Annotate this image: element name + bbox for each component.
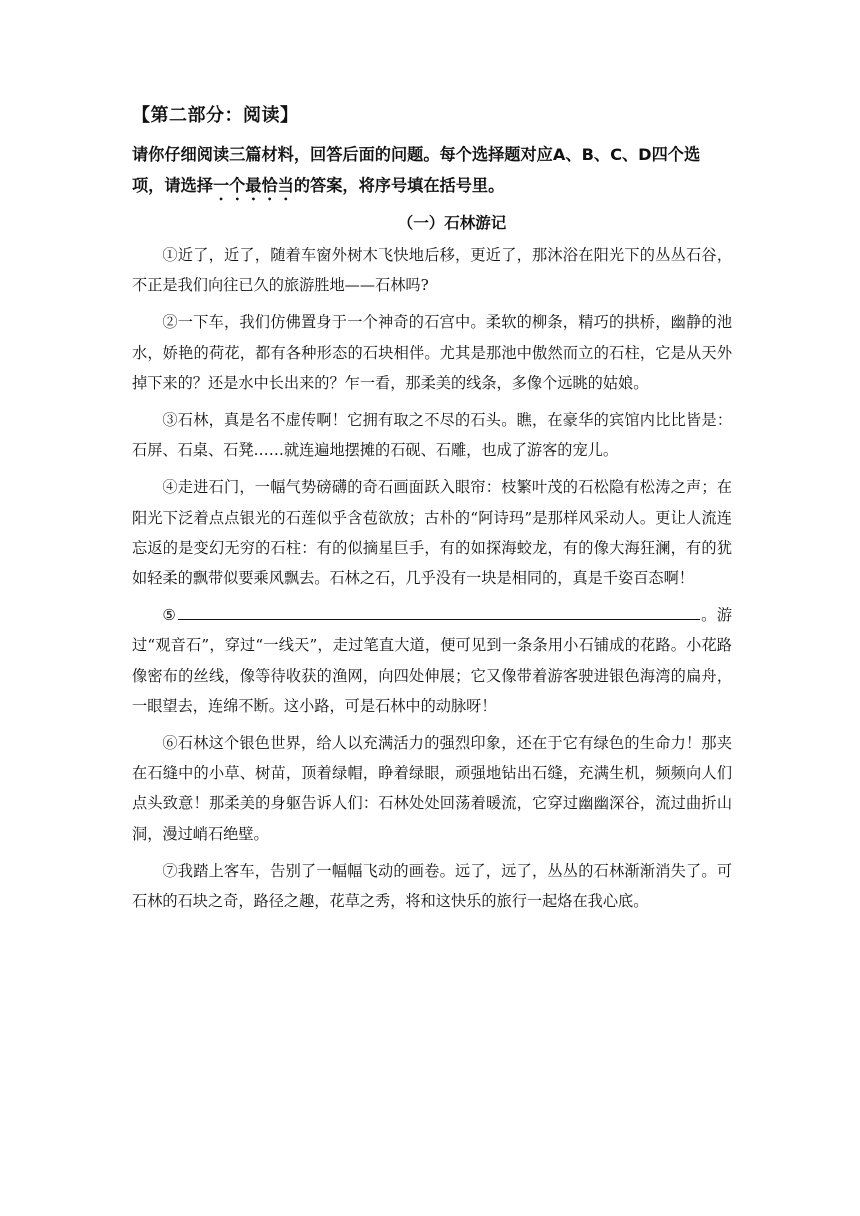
paragraph-5-number: ⑤ bbox=[162, 606, 177, 625]
instructions-text-end: 的答案，将序号填在括号里。 bbox=[293, 176, 505, 195]
fill-in-blank-line[interactable] bbox=[178, 601, 700, 620]
paragraph-2: ②一下车，我们仿佛置身于一个神奇的石宫中。柔软的柳条，精巧的拱桥，幽静的池水，娇艳的荷花，都有各种形态的石块相伴。尤其是那池中傲然而立的石柱，它是从天外掉下来的？还是水中长出来的？乍一看，那柔美的线条，多像个远眺的姑娘。 bbox=[132, 313, 732, 392]
paragraph-3: ③石林，真是名不虚传啊！它拥有取之不尽的石头。瞧，在豪华的宾馆内比比皆是：石屏、石桌、石凳……就连遍地摆摊的石砚、石雕，也成了游客的宠儿。 bbox=[132, 411, 732, 460]
section-title: 【第二部分：阅读】 bbox=[132, 105, 299, 126]
paragraph-5 bbox=[132, 600, 732, 721]
article-title: （一）石林游记 bbox=[397, 214, 507, 232]
paragraph-5-text: 游过“观音石”，穿过“一线天”，走过笔直大道，便可见到一条条用小石铺成的花路。小花路像密布的丝线，像等待收获的渔网，向四处伸展；它又像带着游客驶进银色海湾的扁舟，一眼望去，连绵不断。这小路，可是石林中的动脉呀！ bbox=[132, 606, 732, 715]
paragraph-1: ①近了，近了，随着车窗外树木飞快地后移，更近了，那沐浴在阳光下的丛丛石谷，不正是我们向往已久的旅游胜地——石林吗? bbox=[132, 246, 732, 295]
instructions-emphasis: 一个最恰当 bbox=[212, 176, 294, 195]
instructions bbox=[132, 139, 732, 204]
reading-section bbox=[132, 103, 732, 923]
paragraph-7: ⑦我踏上客车，告别了一幅幅飞动的画卷。远了，远了，丛丛的石林渐渐消失了。可石林的石块之奇，路径之趣，花草之秀，将和这快乐的旅行一起烙在我心底。 bbox=[132, 861, 732, 911]
instructions-text: 请你仔细阅读三篇材料，回答后面的问题。每个选择题对应A、B、C、D四个选项，请选择 bbox=[132, 145, 701, 195]
paragraph-5-period: 。 bbox=[700, 606, 717, 625]
paragraph-6: ⑥石林这个银色世界，给人以充满活力的强烈印象，还在于它有绿色的生命力！那夹在石缝中的小草、树苗，顶着绿帽，睁着绿眼，顽强地钻出石缝，充满生机，频频向人们点头致意！那柔美的身躯告诉人们：石林处处回荡着暖流，它穿过幽幽深谷，流过曲折山洞，漫过峭石绝壁。 bbox=[132, 734, 732, 843]
paragraph-4: ④走进石门，一幅气势磅礴的奇石画面跃入眼帘：枝繁叶茂的石松隐有松涛之声；在阳光下泛着点点银光的石莲似乎含苞欲放；古朴的“阿诗玛”是那样风采动人。更让人流连忘返的是变幻无穷的石柱：有的似摘星巨手，有的如探海蛟龙，有的像大海狂澜，有的犹如轻柔的飘带似要乘风飘去。石林之石，几乎没有一块是相同的，真是千姿百态啊！ bbox=[132, 478, 732, 588]
